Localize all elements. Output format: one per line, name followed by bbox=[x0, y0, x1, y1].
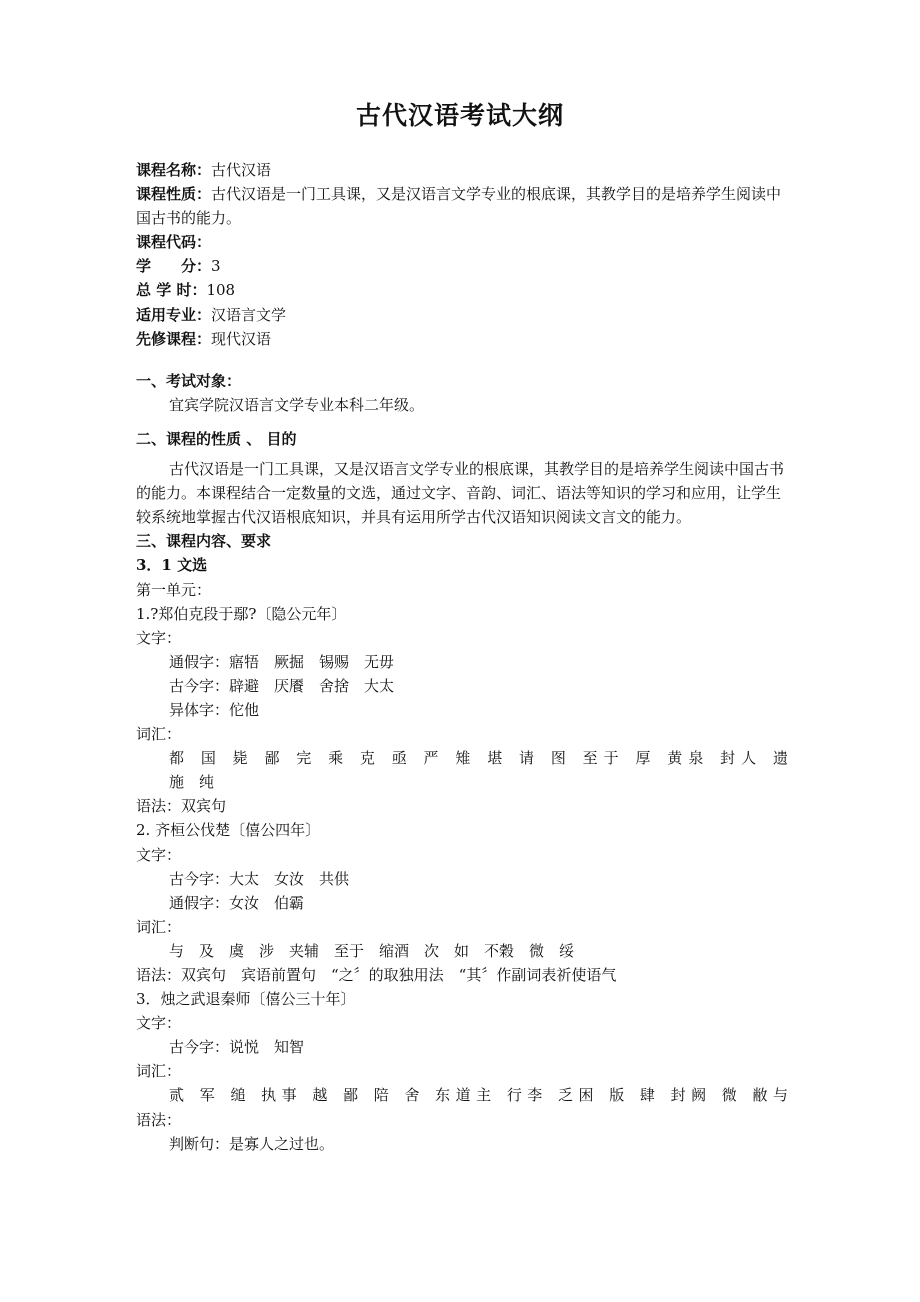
info-course-name bbox=[136, 158, 788, 182]
grammar-line: 语法：双宾句 宾语前置句 “之〞的取独用法 “其〞作副词表祈使语气 bbox=[136, 966, 617, 984]
info-prerequisite bbox=[136, 327, 788, 351]
character-list: 通假字：寤牾 厥掘 锡赐 无毋 bbox=[169, 652, 395, 671]
vocabulary-list: 与 及 虞 涉 夹辅 至于 缩酒 次 如 不穀 微 绥 bbox=[169, 941, 575, 960]
info-label: 学 分： bbox=[136, 257, 212, 276]
vocabulary-list: 施 纯 bbox=[169, 773, 215, 792]
section-text: 宜宾学院汉语言文学专业本科二年级。 bbox=[169, 395, 425, 414]
info-hours bbox=[136, 278, 788, 302]
character-list: 异体字：佗他 bbox=[169, 700, 260, 719]
character-list: 古今字：说悦 知智 bbox=[169, 1038, 305, 1057]
info-value: 古代汉语是一门工具课，又是汉语言文学专业的根底课，其教学目的是培养学生阅读中国古书的能力。 bbox=[136, 185, 782, 228]
info-value: 现代汉语 bbox=[211, 329, 272, 348]
document-body bbox=[136, 158, 788, 1156]
info-label: 适用专业： bbox=[136, 305, 212, 324]
info-major bbox=[136, 303, 788, 327]
vocabulary-list: 都 国 毙 鄙 完 乘 克 亟 严 雉 堪 请 图 至于 厚 黄泉 封人 遗 bbox=[169, 749, 788, 768]
grammar-line: 语法：双宾句 bbox=[136, 797, 227, 816]
category-label: 文字： bbox=[136, 1014, 182, 1033]
unit-label: 第一单元： bbox=[136, 580, 212, 599]
category-label: 语法： bbox=[136, 1110, 182, 1129]
document-title: 古代汉语考试大纲 bbox=[355, 101, 564, 130]
category-label: 词汇： bbox=[136, 917, 182, 936]
info-label: 课程性质： bbox=[136, 185, 212, 204]
category-label: 文字： bbox=[136, 628, 182, 647]
character-list: 古今字：大太 女汝 共供 bbox=[169, 869, 350, 888]
category-label: 文字： bbox=[136, 845, 182, 864]
lesson-title: 2. 齐桓公伐楚〔僖公四年〕 bbox=[136, 821, 321, 840]
category-label: 词汇： bbox=[136, 725, 182, 744]
info-value: 汉语言文学 bbox=[211, 305, 287, 324]
info-course-code bbox=[136, 230, 788, 254]
info-course-nature bbox=[136, 182, 788, 230]
category-label: 词汇： bbox=[136, 1062, 182, 1081]
section-paragraph: 古代汉语是一门工具课，又是汉语言文学专业的根底课，其教学目的是培养学生阅读中国古书的能力。本课程结合一定数量的文选，通过文字、音韵、词汇、语法等知识的学习和应用，让学生较系统地掌握古代汉语根底知识，并具有运用所学古代汉语知识阅读文言文的能力。 bbox=[136, 460, 785, 527]
lesson-title: 1.?郑伯克段于鄢?〔隐公元年〕 bbox=[136, 604, 347, 623]
info-label: 先修课程： bbox=[136, 329, 212, 348]
grammar-example: 判断句：是寡人之过也。 bbox=[169, 1134, 335, 1153]
character-list: 古今字：辟避 厌餍 舍捨 大太 bbox=[169, 676, 395, 695]
info-value: 3 bbox=[211, 257, 221, 276]
info-credits bbox=[136, 254, 788, 278]
section-heading: 三、课程内容、要求 bbox=[136, 532, 272, 551]
lesson-title: 3．烛之武退秦师〔僖公三十年〕 bbox=[136, 990, 356, 1009]
character-list: 通假字：女汝 伯霸 bbox=[169, 893, 305, 912]
info-value: 108 bbox=[206, 281, 236, 300]
info-label: 课程名称： bbox=[136, 161, 212, 179]
info-label: 课程代码： bbox=[136, 233, 212, 252]
section-heading: 一、考试对象： bbox=[136, 371, 242, 390]
info-value: 古代汉语 bbox=[211, 161, 272, 179]
section-heading: 二、课程的性质 、 目的 bbox=[136, 429, 297, 448]
subsection-heading: 3．1 文选 bbox=[136, 556, 208, 575]
info-label: 总 学 时： bbox=[136, 281, 207, 300]
vocabulary-list: 贰 军 缒 执事 越 鄙 陪 舍 东道主 行李 乏困 版 肆 封阙 微 敝与 bbox=[169, 1086, 788, 1105]
